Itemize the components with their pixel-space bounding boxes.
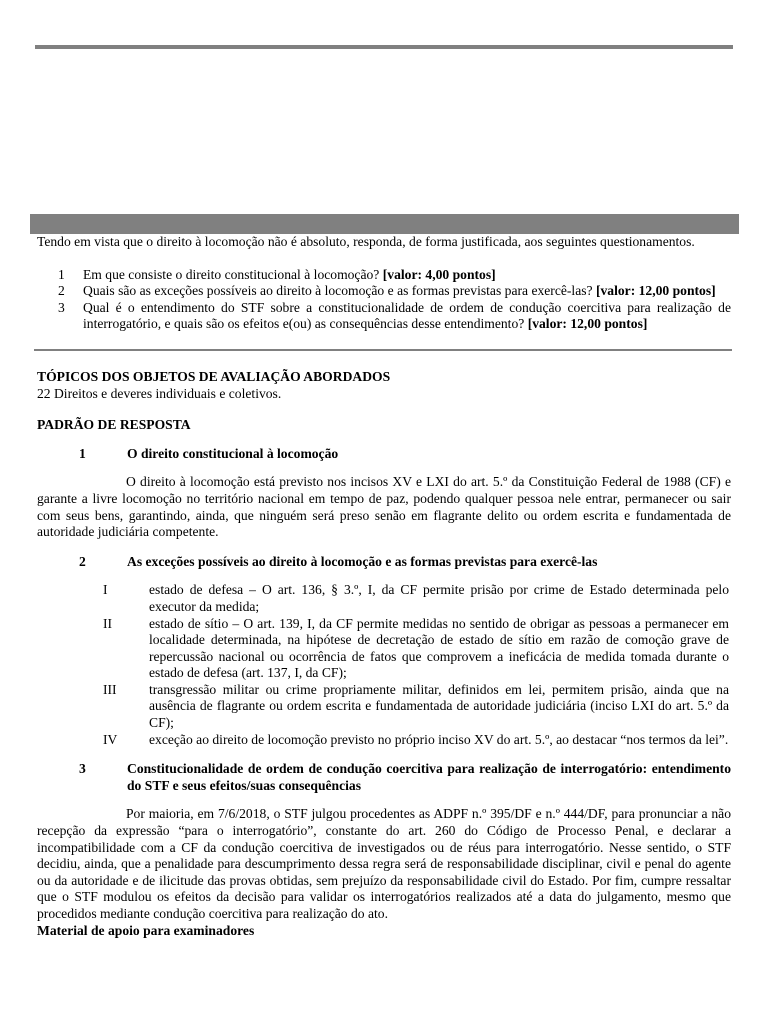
question-number: 3	[58, 299, 65, 315]
question-list	[37, 267, 731, 333]
section-number: 2	[79, 553, 86, 569]
question-value: [valor: 12,00 pontos]	[595, 283, 716, 299]
section-3-paragraph: Por maioria, em 7/6/2018, o STF julgou procedentes as ADPF n.º 395/DF e n.º 444/DF, para pronunciar a não recepção da expressão “para o interrogatório”, constante do art. 260 do Código de Processo Penal, e declarar a incompatibilidade com a CF da condução coercitiva de investigados ou de réus para interrogatório. Nesse sentido, o STF decidiu, ainda, que a penalidade para descumprimento dessa regra será de responsabilidade disciplinar, civil e penal do agente ou da autoridade e de ilicitude das provas obtidas, sem prejuízo da responsabilidade civil do Estado. Por fim, cumpre ressaltar que o STF modulou os efeitos da decisão para validar os interrogatórios realizados até a data do julgamento, mesmo que procedidos mediante condução coercitiva para realização do ato.	[37, 806, 731, 921]
section-title: Constitucionalidade de ordem de condução coercitiva para realização de interrogatório: entendimento do STF e seus efeitos/suas consequências	[127, 761, 731, 793]
roman-numeral: IV	[103, 731, 118, 747]
question-number: 2	[58, 283, 65, 299]
question-item	[37, 300, 731, 333]
intro-text: Tendo em vista que o direito à locomoção não é absoluto, responda, de forma justificada, aos seguintes questionamentos.	[37, 234, 695, 249]
list-item	[37, 682, 731, 732]
top-horizontal-rule	[35, 45, 733, 49]
list-item	[37, 732, 731, 749]
topics-heading: TÓPICOS DOS OBJETOS DE AVALIAÇÃO ABORDADOS	[37, 368, 391, 384]
list-item	[37, 616, 731, 682]
question-text: Qual é o entendimento do STF sobre a constitucionalidade de ordem de condução coercitiva para realização de interrogatório, e quais são os efeitos e(ou) as consequências desse entendimento? [valor: 12,00 pontos]	[83, 299, 731, 332]
answer-heading: PADRÃO DE RESPOSTA	[37, 417, 191, 433]
list-item-text: estado de sítio – O art. 139, I, da CF permite medidas no sentido de obrigar as pessoas a permanecer em localidade determinada, na hipótese de decretação de estado de sítio em razão de comoção grave de repercussão nacional ou ocorrência de fatos que comprovem a ineficácia de medida tomada durante o estado de defesa (art. 137, I, da CF);	[149, 615, 729, 681]
roman-numeral: I	[103, 582, 108, 598]
question-text: Em que consiste o direito constitucional à locomoção? [valor: 4,00 pontos]	[83, 266, 496, 282]
divider-rule	[34, 349, 732, 351]
roman-numeral: II	[103, 615, 113, 631]
question-value: [valor: 4,00 pontos]	[382, 266, 496, 282]
material-heading: Material de apoio para examinadores	[37, 922, 255, 938]
section-number: 3	[79, 761, 86, 777]
question-text: Quais são as exceções possíveis ao direito à locomoção e as formas previstas para exercê-las? [valor: 12,00 pontos]	[83, 283, 716, 299]
list-item-text: estado de defesa – O art. 136, § 3.º, I, da CF permite prisão por crime de Estado determinada pelo executor da medida;	[149, 582, 729, 614]
question-value: [valor: 12,00 pontos]	[527, 316, 648, 332]
list-item-text: exceção ao direito de locomoção previsto no próprio inciso XV do art. 5.º, ao destacar “nos termos da lei”.	[149, 731, 729, 747]
document-body	[37, 234, 731, 939]
question-item	[37, 267, 731, 284]
section-2-heading	[37, 554, 731, 571]
question-number: 1	[58, 266, 65, 282]
section-header-bar	[30, 214, 739, 234]
exceptions-list	[37, 582, 731, 748]
section-1-paragraph: O direito à locomoção está previsto nos incisos XV e LXI do art. 5.º da Constituição Federal de 1988 (CF) e garante a livre locomoção no território nacional em tempo de paz, podendo qualquer pessoa nele entrar, permanecer ou sair com seus bens, garantindo, ainda, que ninguém será preso senão em flagrante delito ou ordem escrita e fundamentada de autoridade judiciária competente.	[37, 474, 731, 540]
roman-numeral: III	[103, 681, 117, 697]
section-1-heading	[37, 446, 731, 463]
topics-item: 22 Direitos e deveres individuais e coletivos.	[37, 385, 282, 401]
section-number: 1	[79, 445, 86, 461]
section-title: As exceções possíveis ao direito à locomoção e as formas previstas para exercê-las	[127, 553, 598, 569]
section-3-heading	[37, 761, 731, 794]
list-item-text: transgressão militar ou crime propriamente militar, definidos em lei, permitem prisão, ainda que na ausência de flagrante ou ordem escrita e fundamentada de autoridade judiciária (inciso LXI do art. 5.º da CF);	[149, 681, 729, 731]
question-item	[37, 283, 731, 300]
list-item	[37, 582, 731, 615]
section-title: O direito constitucional à locomoção	[127, 445, 339, 461]
